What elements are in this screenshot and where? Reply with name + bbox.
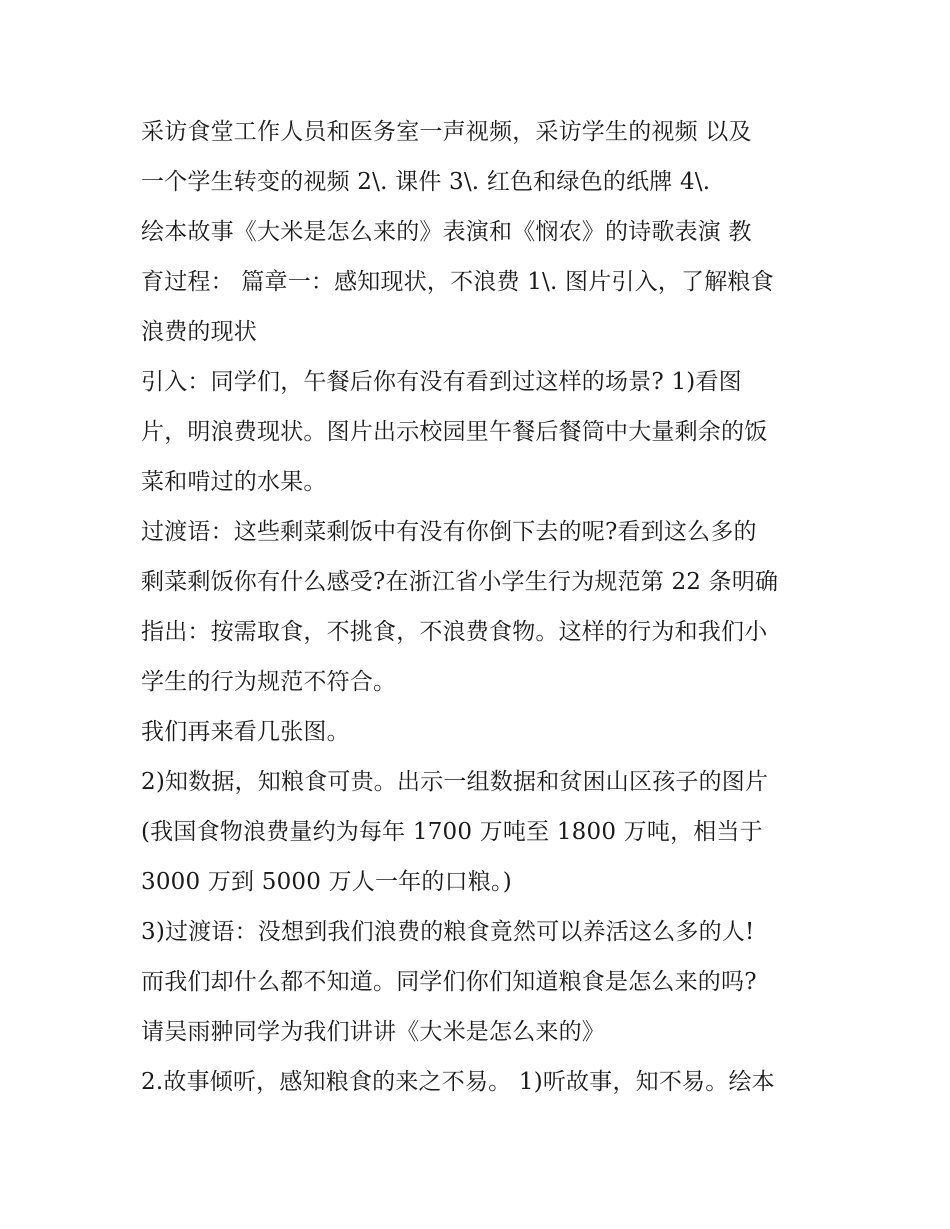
text-line: 2)知数据，知粮食可贵。出示一组数据和贫困山区孩子的图片 — [141, 769, 769, 795]
text-line: 引入：同学们，午餐后你有没有看到过这样的场景? 1)看图 — [141, 369, 742, 395]
body-text — [141, 107, 821, 1107]
text-line: 2.故事倾听，感知粮食的来之不易。 1)听故事，知不易。绘本 — [141, 1069, 775, 1095]
text-line: 3)过渡语：没想到我们浪费的粮食竟然可以养活这么多的人! — [141, 919, 755, 945]
text-line: 育过程： 篇章一：感知现状，不浪费 1\. 图片引入，了解粮食 — [141, 269, 774, 295]
text-line: 而我们却什么都不知道。同学们你们知道粮食是怎么来的吗? — [141, 969, 757, 995]
text-line: 请吴雨翀同学为我们讲讲《大米是怎么来的》 — [141, 1019, 605, 1045]
text-line: 浪费的现状 — [141, 319, 257, 345]
text-line: 剩菜剩饭你有什么感受?在浙江省小学生行为规范第 22 条明确 — [141, 569, 779, 595]
text-line: 采访食堂工作人员和医务室一声视频，采访学生的视频 以及 — [141, 119, 752, 145]
text-line: 菜和啃过的水果。 — [141, 469, 327, 495]
text-line: 绘本故事《大米是怎么来的》表演和《悯农》的诗歌表演 教 — [141, 219, 752, 245]
text-line: 学生的行为规范不符合。 — [141, 669, 397, 695]
text-line: (我国食物浪费量约为每年 1700 万吨至 1800 万吨，相当于 — [141, 819, 763, 845]
text-line: 过渡语：这些剩菜剩饭中有没有你倒下去的呢?看到这么多的 — [141, 519, 757, 545]
text-line: 片，明浪费现状。图片出示校园里午餐后餐筒中大量剩余的饭 — [141, 419, 768, 445]
text-line: 一个学生转变的视频 2\. 课件 3\. 红色和绿色的纸牌 4\. — [141, 169, 711, 195]
text-line: 指出：按需取食，不挑食，不浪费食物。这样的行为和我们小 — [141, 619, 768, 645]
text-line: 3000 万到 5000 万人一年的口粮。) — [141, 869, 512, 895]
text-line: 我们再来看几张图。 — [141, 719, 350, 745]
